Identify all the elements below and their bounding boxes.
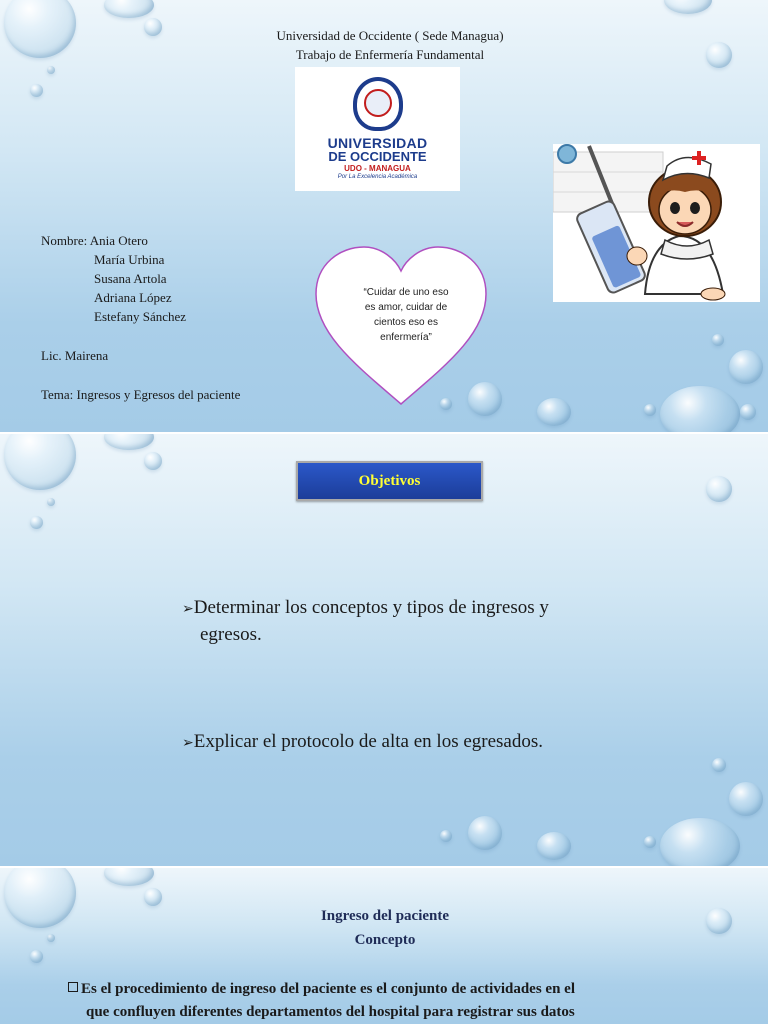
objective-item (182, 728, 543, 757)
water-drop-decoration (104, 868, 154, 886)
concept-slide (0, 868, 768, 1024)
quote-line: cientos eso es (374, 317, 438, 328)
water-drop-decoration (729, 350, 763, 384)
water-drop-decoration (660, 386, 740, 432)
objective-item (182, 594, 549, 623)
water-drop-decoration (47, 66, 55, 74)
square-bullet-icon (68, 982, 78, 992)
water-drop-decoration (104, 434, 154, 450)
water-drop-decoration (644, 404, 656, 416)
water-drop-decoration (664, 0, 712, 14)
university-header: Universidad de Occidente ( Sede Managua) (276, 28, 504, 43)
objective-text: Explicar el protocolo de alta en los egresados. (193, 731, 543, 752)
logo-text-line-3: UDO - MANAGUA (344, 164, 411, 173)
arrow-bullet-icon: ➢ (182, 601, 194, 617)
university-shield-icon (353, 77, 403, 131)
logo-motto: Por La Excelencia Académica (337, 174, 418, 180)
student-name: Estefany Sánchez (94, 309, 187, 324)
water-drop-decoration (537, 832, 571, 860)
nurse-illustration (553, 144, 760, 302)
logo-text-line-2: DE OCCIDENTE (328, 149, 427, 164)
water-drop-decoration (104, 0, 154, 18)
water-drop-decoration (537, 398, 571, 426)
instructor-name: Lic. Mairena (41, 348, 109, 363)
logo-text-line-1: UNIVERSIDAD (327, 135, 428, 151)
water-drop-decoration (30, 516, 43, 529)
quote-line: “Cuidar de uno eso (363, 287, 449, 298)
water-drop-decoration (712, 758, 726, 772)
quote-line: es amor, cuidar de (364, 302, 448, 313)
water-drop-decoration (440, 830, 452, 842)
water-drop-decoration (144, 452, 162, 470)
title-slide (0, 0, 768, 432)
water-drop-decoration (660, 818, 740, 866)
water-drop-decoration (729, 782, 763, 816)
concept-paragraph-line: que confluyen diferentes departamentos del hospital para registrar sus datos (86, 1004, 575, 1020)
objectives-label: Objetivos (358, 472, 421, 489)
water-drop-decoration (47, 498, 55, 506)
nurse-syringe-illustration (553, 144, 760, 302)
objective-text: Determinar los conceptos y tipos de ingresos y (193, 597, 549, 618)
water-drop-decoration (4, 434, 76, 490)
water-drop-decoration (144, 888, 162, 906)
course-header: Trabajo de Enfermería Fundamental (295, 47, 485, 62)
water-drop-decoration (740, 404, 756, 420)
student-name: Adriana López (94, 290, 172, 305)
university-logo (295, 67, 460, 191)
objectives-slide (0, 434, 768, 866)
water-drop-decoration (30, 950, 43, 963)
student-name: Susana Artola (94, 271, 167, 286)
water-drop-decoration (712, 334, 724, 346)
quote-line: enfermería” (380, 332, 432, 343)
objectives-button[interactable] (296, 461, 483, 501)
water-drop-decoration (468, 816, 502, 850)
slide-title: Ingreso del paciente (320, 908, 450, 924)
quote-text (346, 285, 466, 345)
concept-paragraph-line (68, 978, 575, 1000)
objective-text-continued: egresos. (200, 624, 262, 645)
water-drop-decoration (644, 836, 656, 848)
concept-text: Es el procedimiento de ingreso del paciente es el conjunto de actividades en el (81, 981, 575, 997)
water-drop-decoration (706, 476, 732, 502)
arrow-bullet-icon: ➢ (182, 735, 194, 751)
student-name-label: Nombre: Ania Otero (41, 233, 148, 248)
topic-line: Tema: Ingresos y Egresos del paciente (41, 387, 241, 402)
student-name: María Urbina (94, 252, 165, 267)
water-drop-decoration (30, 84, 43, 97)
slide-subtitle: Concepto (354, 932, 416, 948)
